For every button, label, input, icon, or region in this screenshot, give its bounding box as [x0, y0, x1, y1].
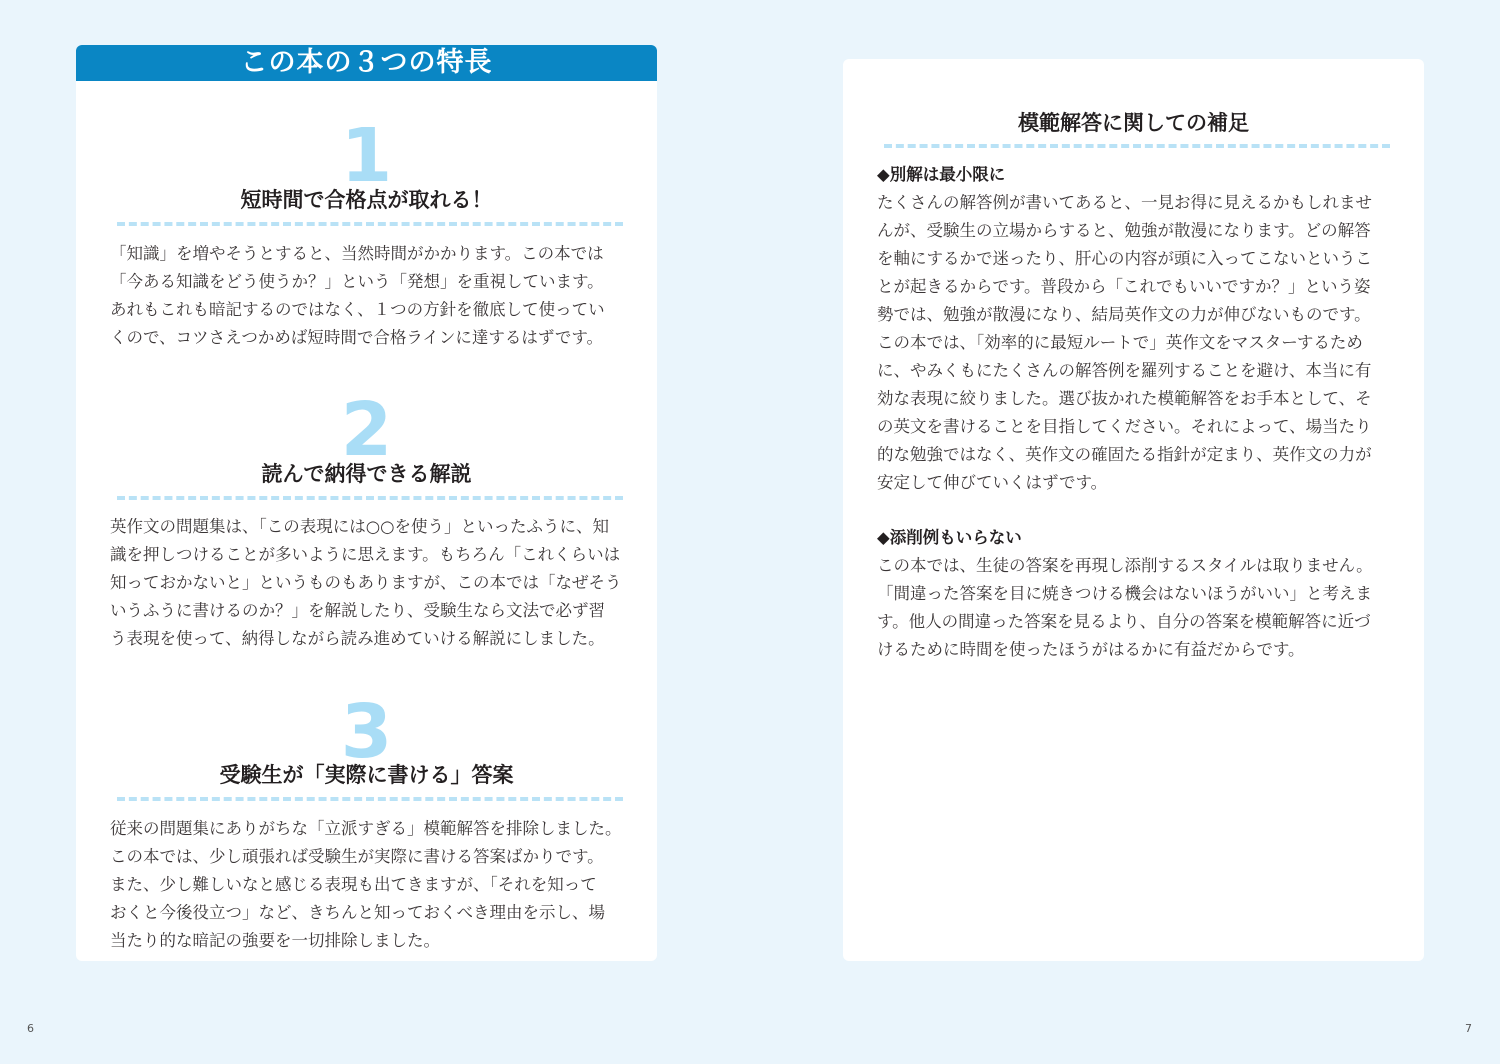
page-number-left: 6	[27, 1022, 34, 1035]
supplement-panel	[843, 59, 1424, 961]
feature-title: 短時間で合格点が取れる！	[240, 188, 493, 212]
section-body: たくさんの解答例が書いてあると、一見お得に見えるかもしれませ んが、受験生の立場からすると、勉強が散漫になります。どの解答 を軸にするかで迷ったり、肝心の内容が頭に入ってこないというこ とが起きるからです。普段から「これでもいいですか？」という姿 勢では、勉強が散漫になり、結局英作文の力が伸びないものです。 この本では、「効率的に最短ルートで」英作文をマスターするため に、やみくもにたくさんの解答例を羅列することを避け、本当に有 効な表現に絞りました。選び抜かれた模範解答をお手本として、そ の英文を書けることを目指してください。それによって、場当たり 的な勉強ではなく、英作文の確固たる指針が定まり、英作文の力が 安定して伸びていくはずです。	[877, 193, 1372, 492]
feature-number: 1	[340, 113, 393, 199]
features-header: この本の３つの特長	[76, 45, 657, 81]
dashed-divider	[884, 144, 1390, 148]
feature-body: 英作文の問題集は、「この表現には○○を使う」といったふうに、知 識を押しつけることが多いように思えます。もちろん「これくらいは 知っておかないと」というものもありますが、この本では「なぜそう いうふうに書けるのか？」を解説したり、受験生なら文法で必ず習 う表現を使って、納得しながら読み進めていける解説にしました。	[110, 517, 622, 648]
section-heading: ◆別解は最小限に	[877, 165, 1006, 184]
feature-title: 読んで納得できる解説	[261, 462, 472, 486]
feature-body: 「知識」を増やそうとすると、当然時間がかかります。この本では 「今ある知識をどう使うか？」という「発想」を重視しています。 あれもこれも暗記するのではなく、１つの方針を徹底して使ってい くので、コツさえつかめば短時間で合格ラインに達するはずです。	[110, 244, 605, 347]
feature-title: 受験生が「実際に書ける」答案	[219, 763, 514, 787]
supplement-title: 模範解答に関しての補足	[1018, 111, 1249, 135]
dashed-divider	[117, 496, 623, 500]
section-body: この本では、生徒の答案を再現し添削するスタイルは取りません。 「間違った答案を目に焼きつける機会はないほうがいい」と考えま す。他人の間違った答案を見るより、自分の答案を模範解答に近づ けるために時間を使ったほうがはるかに有益だからです。	[877, 556, 1373, 659]
dashed-divider	[117, 797, 623, 801]
section-heading: ◆添削例もいらない	[877, 528, 1022, 547]
features-panel	[76, 45, 657, 961]
page-number-right: 7	[1465, 1022, 1472, 1035]
feature-number: 3	[340, 689, 393, 775]
dashed-divider	[117, 222, 623, 226]
feature-body: 従来の問題集にありがちな「立派すぎる」模範解答を排除しました。 この本では、少し頑張れば受験生が実際に書ける答案ばかりです。 また、少し難しいなと感じる表現も出てきますが、「それを知って おくと今後役立つ」など、きちんと知っておくべき理由を示し、場 当たり的な暗記の強要を一切排除しました。	[110, 819, 622, 950]
feature-number: 2	[340, 387, 393, 473]
